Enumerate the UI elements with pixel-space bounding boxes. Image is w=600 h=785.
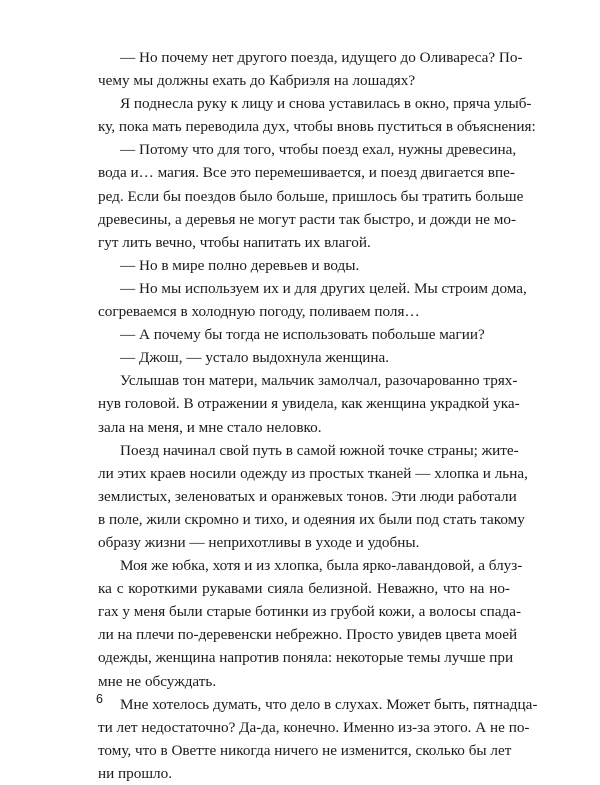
text-line: ка с короткими рукавами сияла белизной. Неважно, что на но-	[98, 580, 510, 598]
paragraph	[98, 439, 528, 554]
text-line: — Потому что для того, чтобы поезд ехал, нужны древесина,	[120, 141, 517, 159]
text-line: Мне хотелось думать, что дело в слухах. Может быть, пятнадца-	[120, 695, 538, 713]
paragraph	[98, 369, 520, 438]
text-line: землистых, зеленоватых и оранжевых тонов. Эти люди работали	[98, 487, 517, 505]
text-line: Поезд начинал свой путь в самой южной точке страны; жите-	[120, 441, 519, 459]
body-text	[98, 46, 538, 785]
text-line: вода и… магия. Все это перемешивается, и поезд двигается впе-	[98, 164, 515, 182]
text-line: — А почему бы тогда не использовать побольше магии?	[120, 326, 485, 344]
text-line: Услышав тон матери, мальчик замолчал, разочарованно трях-	[120, 372, 518, 390]
text-line: — Но мы используем их и для других целей. Мы строим дома,	[120, 279, 527, 297]
text-line: ку, пока мать переводила дух, чтобы вновь пуститься в объяснения:	[98, 118, 536, 136]
paragraph	[98, 323, 510, 346]
text-line: тому, что в Оветте никогда ничего не изменится, сколько бы лет	[98, 741, 512, 759]
text-line: ли этих краев носили одежду из простых тканей — хлопка и льна,	[98, 464, 528, 482]
text-line: образу жизни — неприхотливы в уходе и удобны.	[98, 533, 420, 551]
paragraph	[98, 346, 510, 369]
text-line: в поле, жили скромно и тихо, и одеяния их были под стать такому	[98, 510, 525, 528]
text-line: гут лить вечно, чтобы напитать их влагой.	[98, 233, 371, 251]
text-line: гах у меня были старые ботинки из грубой кожи, а волосы спада-	[98, 603, 522, 621]
text-line: — Но почему нет другого поезда, идущего до Оливареса? По-	[120, 49, 523, 66]
paragraph	[98, 554, 523, 693]
paragraph	[98, 46, 523, 92]
text-line: зала на меня, и мне стало неловко.	[98, 418, 322, 436]
paragraph	[98, 254, 510, 277]
text-line: древесины, а деревья не могут расти так быстро, и дожди не мо-	[98, 210, 516, 228]
text-line: ни прошло.	[98, 764, 173, 782]
text-line: ред. Если бы поездов было больше, пришлось бы тратить больше	[98, 187, 524, 205]
text-line: — Джош, — устало выдохнула женщина.	[120, 349, 390, 367]
text-line: мне не обсуждать.	[98, 672, 217, 690]
paragraph	[98, 277, 527, 323]
text-line: нув головой. В отражении я увидела, как женщина украдкой ука-	[98, 395, 520, 413]
text-line: согреваемся в холодную погоду, поливаем поля…	[98, 303, 420, 321]
text-line: Моя же юбка, хотя и из хлопка, была ярко-лавандовой, а блуз-	[120, 557, 523, 575]
paragraph	[98, 92, 536, 138]
text-line: — Но в мире полно деревьев и воды.	[120, 256, 360, 274]
text-line: ли на плечи по-деревенски небрежно. Просто увидев цвета моей	[98, 626, 518, 644]
text-line: Я поднесла руку к лицу и снова уставилась в окно, пряча улыб-	[120, 95, 532, 113]
text-line: чему мы должны ехать до Кабриэля на лошадях?	[98, 72, 416, 90]
paragraph	[98, 138, 524, 253]
paragraph	[98, 693, 538, 785]
text-line: одежды, женщина напротив поняла: некоторые темы лучше при	[98, 649, 514, 667]
text-line: ти лет недостаточно? Да-да, конечно. Именно из-за этого. А не по-	[98, 718, 530, 736]
page-number: 6	[96, 692, 103, 706]
